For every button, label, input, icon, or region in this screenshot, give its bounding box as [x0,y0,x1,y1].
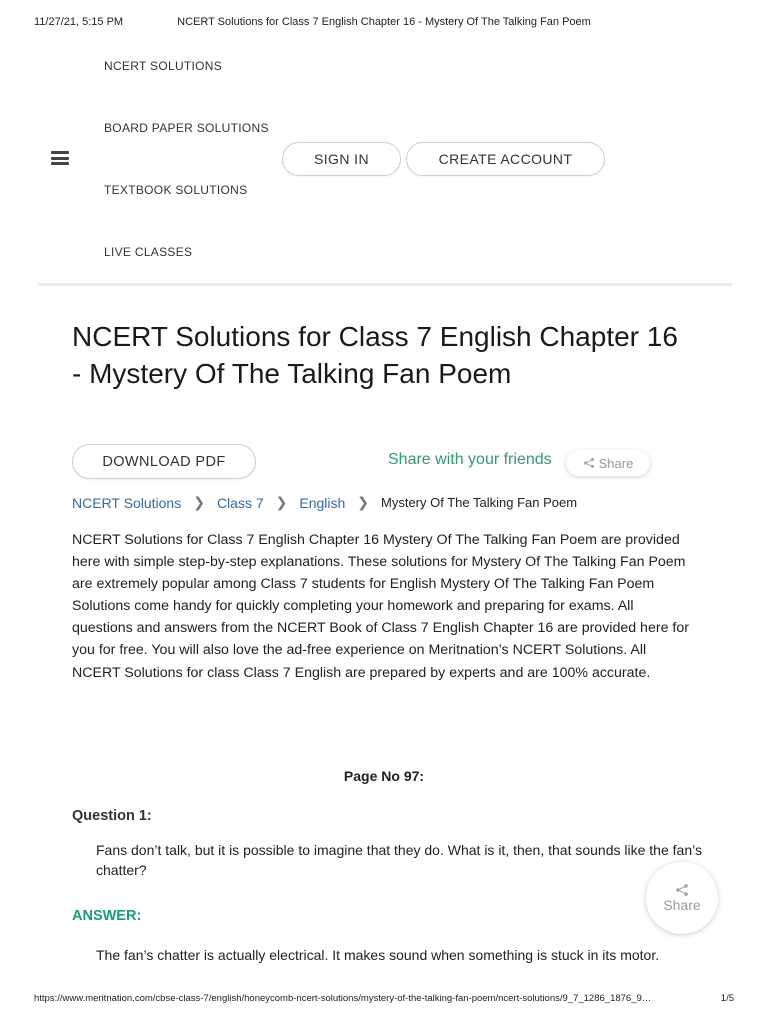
question-text: Fans don’t talk, but it is possible to imagine that they do. What is it, then, that sounds like the fan’s chatter? [96,842,702,878]
floating-share-button[interactable] [646,862,718,934]
nav-live-classes[interactable]: LIVE CLASSES [104,245,193,259]
hamburger-menu-icon[interactable] [51,151,69,165]
page-title: NCERT Solutions for Class 7 English Chapter 16 - Mystery Of The Talking Fan Poem [72,321,678,389]
answer-label: ANSWER: [72,908,142,924]
chevron-right-icon: ❯ [275,494,288,510]
share-button[interactable] [566,450,650,476]
breadcrumb-current: Mystery Of The Talking Fan Poem [381,495,578,510]
share-with-friends-label: Share with your friends [388,451,552,468]
breadcrumb-ncert-solutions[interactable]: NCERT Solutions [72,494,182,511]
breadcrumb-english[interactable]: English [299,494,346,511]
intro-paragraph: NCERT Solutions for Class 7 English Chapter 16 Mystery Of The Talking Fan Poem are provided here with simple step-by-step explanations. These solutions for Mystery Of The Talking Fan Poem are extremely popular among Class 7 students for English Mystery Of The Talking Fan Poem Solutions come handy for quickly completing your homework and preparing for exams. All questions and answers from the NCERT Book of Class 7 English Chapter 16 are provided here for you for free. You will also love the ad-free experience on Meritnation’s NCERT Solutions. All NCERT Solutions for class Class 7 English are prepared by experts and are 100% accurate. [72,532,689,681]
chevron-right-icon: ❯ [193,494,205,510]
download-pdf-button[interactable]: DOWNLOAD PDF [72,444,256,479]
print-page-title: NCERT Solutions for Class 7 English Chapter 16 - Mystery Of The Talking Fan Poem [177,16,591,28]
nav-ncert-solutions[interactable]: NCERT SOLUTIONS [104,59,223,73]
print-url: https://www.meritnation.com/cbse-class-7/english/honeycomb-ncert-solutions/mystery-of-the-talking-fan-poem/ncert-solutions/9_7_1286_1876_9… [34,993,652,1004]
chevron-right-icon: ❯ [357,494,370,510]
breadcrumb [72,494,577,511]
print-header [34,16,734,30]
breadcrumb-class-7[interactable]: Class 7 [216,494,264,511]
nav-textbook-solutions[interactable]: TEXTBOOK SOLUTIONS [104,183,248,197]
share-button-label: Share [598,455,634,471]
print-page-number: 1/5 [720,993,734,1004]
share-icon [675,883,689,897]
question-label: Question 1: [72,808,152,824]
page-number-heading: Page No 97: [343,768,425,784]
header-divider [38,283,732,286]
answer-text: The fan’s chatter is actually electrical. It makes sound when something is stuck in its motor. [96,947,660,963]
print-date: 11/27/21, 5:15 PM [34,16,124,28]
create-account-button[interactable]: CREATE ACCOUNT [406,142,605,176]
nav-board-paper-solutions[interactable]: BOARD PAPER SOLUTIONS [104,121,269,135]
floating-share-label: Share [663,897,701,913]
sign-in-button[interactable]: SIGN IN [282,142,401,176]
share-icon [583,457,595,469]
print-footer [34,993,734,1007]
